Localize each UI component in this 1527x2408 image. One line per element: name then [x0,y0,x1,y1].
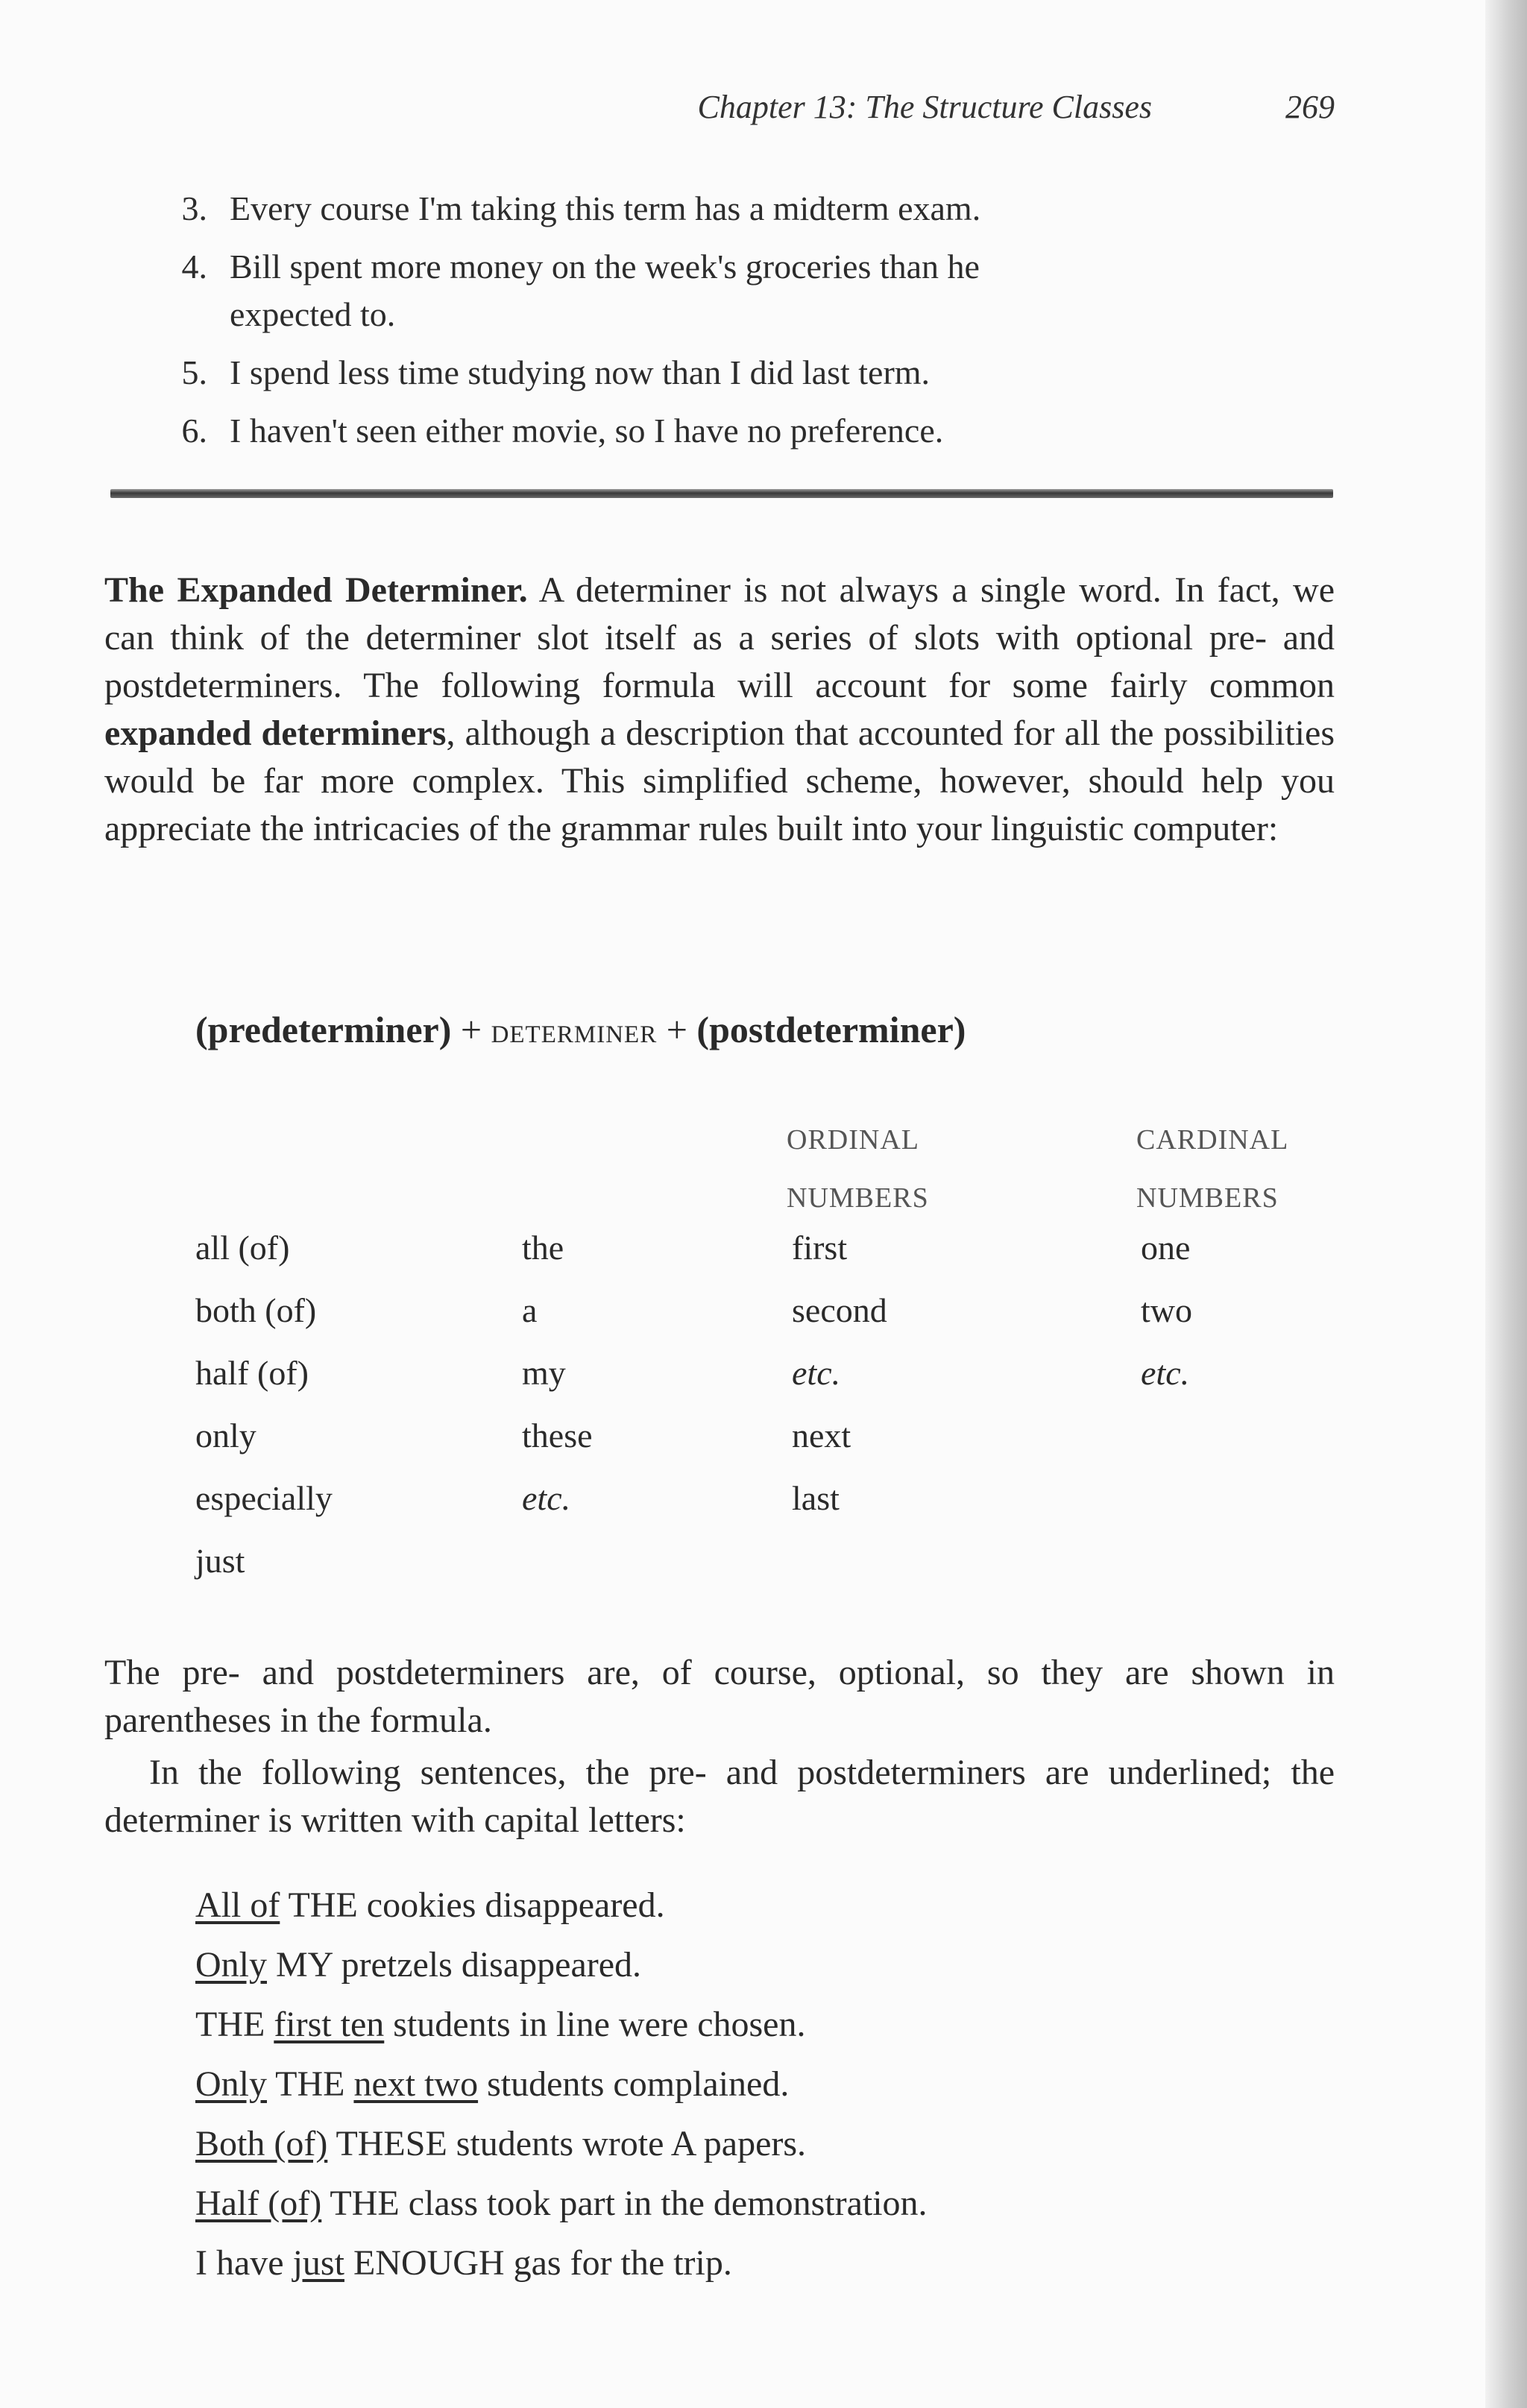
determiner-formula [195,1008,966,1051]
formula-postdeterminer: (postdeterminer) [696,1009,966,1050]
header-line: ORDINAL [787,1124,919,1156]
formula-predeterminer: (predeterminer) [195,1009,452,1050]
paragraph: The pre- and postdeterminers are, of course, optional, so they are shown in parentheses in the formula. [104,1653,1335,1740]
item-number: 5. [181,353,207,391]
sentence-text: I have [195,2243,293,2283]
cardinal-header [1136,1111,1288,1227]
example-sentence [195,1935,641,1995]
example-sentence [195,2114,806,2174]
underlined-determiner-part: Both (of) [195,2124,328,2163]
table-cell: two [1141,1291,1192,1329]
table-cell: etc. [1141,1354,1190,1392]
table-cell: one [1141,1229,1191,1267]
underlined-determiner-part: All of [195,1885,280,1925]
table-cell: a [522,1291,538,1329]
sentence-text: students complained. [478,2064,790,2104]
predeterminer-column [195,1217,333,1592]
header-line: CARDINAL [1136,1124,1289,1156]
table-cell: these [522,1416,593,1454]
section-divider [110,489,1333,498]
underlined-determiner-part: first ten [274,2005,385,2044]
determiner-column [522,1217,593,1530]
sentence-text: THESE students wrote A papers. [327,2124,807,2163]
item-text: Bill spent more money on the week's groceries than he [230,248,980,286]
item-number: 6. [181,412,207,450]
formula-plus: + [666,1009,687,1050]
table-cell: only [195,1416,256,1454]
table-cell: etc. [792,1354,841,1392]
running-head [0,88,1335,140]
paragraph-text: , although a description that accounted for all the possibilities would be far more complex. This simplified scheme, however, should help you appreciate the intricacies of the grammar rules built into your linguistic computer: [104,713,1335,848]
item-number: 4. [181,248,207,286]
sentence-text: MY pretzels disappeared. [267,1945,642,1985]
underlined-determiner-part: Only [195,1945,267,1985]
page-number: 269 [1285,89,1335,125]
item-text: expected to. [230,295,396,333]
table-cell: first [792,1229,848,1267]
example-sentence [195,2174,928,2234]
table-cell: etc. [522,1479,571,1517]
example-sentence [195,2234,732,2293]
paragraph-text: A determiner is not always a single word. In fact, we can think of the determiner slot itself as a series of slots with optional pre- and postdeterminers. The following formula will account for some fairly common [104,570,1335,705]
sentence-text: THE cookies disappeared. [280,1885,665,1925]
key-term: expanded determiners [104,713,447,753]
sentence-text: students in line were chosen. [384,2005,806,2044]
item-text: I spend less time studying now than I did last term. [230,353,931,391]
table-cell: half (of) [195,1354,309,1392]
table-cell: all (of) [195,1229,290,1267]
ordinal-column [792,1217,887,1530]
section-heading: The Expanded Determiner. [104,570,528,610]
table-cell: next [792,1416,851,1454]
example-sentence [195,1876,665,1935]
ordinal-header [787,1111,929,1227]
table-cell: the [522,1229,564,1267]
item-number: 3. [181,189,207,227]
header-line: NUMBERS [787,1182,929,1214]
section-paragraph [104,567,1335,853]
table-cell: second [792,1291,887,1329]
underlined-determiner-part: Only [195,2064,267,2104]
item-text: I haven't seen either movie, so I have no preference. [230,412,944,450]
item-text: Every course I'm taking this term has a midterm exam. [230,189,981,227]
underlined-determiner-part: Half (of) [195,2184,322,2223]
sentence-text: ENOUGH gas for the trip. [344,2243,732,2283]
example-sentence [195,2055,789,2114]
chapter-title: Chapter 13: The Structure Classes [697,89,1152,125]
table-cell: both (of) [195,1291,317,1329]
table-cell: last [792,1479,840,1517]
table-cell: my [522,1354,566,1392]
example-sentence [195,1995,805,2055]
cardinal-column [1141,1217,1192,1405]
sentence-text: THE [195,2005,274,2044]
table-cell: especially [195,1479,333,1517]
formula-determiner: DETERMINER [491,1021,658,1048]
page-gutter-shadow [1485,0,1527,2408]
underlined-determiner-part: just [292,2243,344,2283]
header-line: NUMBERS [1136,1182,1279,1214]
paragraph: In the following sentences, the pre- and postdeterminers are underlined; the determiner is written with capital letters: [104,1753,1335,1840]
table-cell: just [195,1542,245,1580]
sentence-text: THE class took part in the demonstration. [321,2184,928,2223]
sentence-text: THE [267,2064,354,2104]
formula-plus: + [460,1009,482,1050]
underlined-determiner-part: next two [353,2064,479,2104]
